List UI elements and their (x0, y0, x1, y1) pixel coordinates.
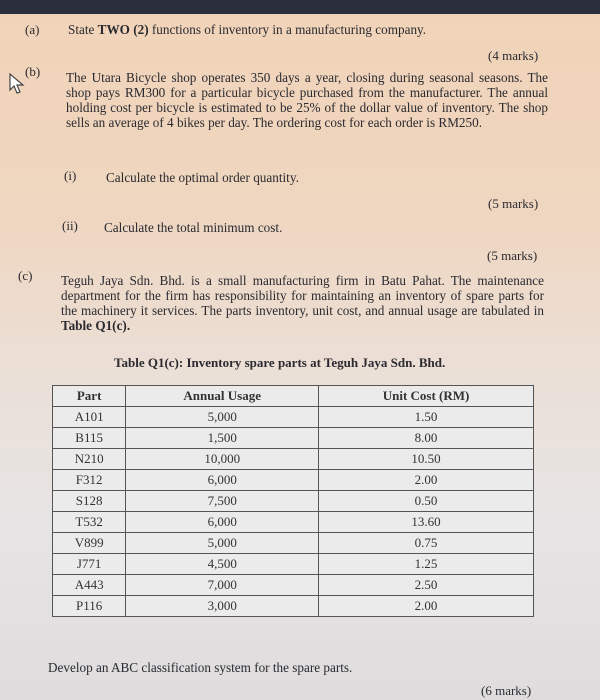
table-row (53, 449, 534, 470)
cell-annual-usage: 4,500 (126, 554, 319, 575)
table-row (53, 407, 534, 428)
cell-part: A443 (53, 575, 126, 596)
header-unit-cost: Unit Cost (RM) (319, 386, 534, 407)
cell-annual-usage: 7,000 (126, 575, 319, 596)
header-part: Part (53, 386, 126, 407)
cell-part: A101 (53, 407, 126, 428)
table-row (53, 554, 534, 575)
cell-annual-usage: 6,000 (126, 512, 319, 533)
table-header-row (53, 386, 534, 407)
part-b-i-marks: (5 marks) (488, 196, 539, 211)
table-row (53, 596, 534, 617)
cell-unit-cost: 0.75 (319, 533, 534, 554)
cell-unit-cost: 2.00 (319, 596, 534, 617)
cell-part: T532 (53, 512, 126, 533)
cell-unit-cost: 10.50 (319, 449, 534, 470)
part-b-text: The Utara Bicycle shop operates 350 days a year, closing during seasonal seasons. The shop pays RM300 for a particular bicycle purchased from the manufacturer. The annual holding cost per bicycle is estimated to be 25% of the dollar value of inventory. The shop sells an average of 4 bikes per day. The ordering cost for each order is RM250. (66, 70, 548, 130)
part-b-i-label: (i) (64, 168, 77, 183)
cell-unit-cost: 8.00 (319, 428, 534, 449)
part-c-marks: (6 marks) (481, 683, 532, 698)
cell-unit-cost: 0.50 (319, 491, 534, 512)
cell-unit-cost: 1.50 (319, 407, 534, 428)
cell-part: V899 (53, 533, 126, 554)
table-row (53, 512, 534, 533)
cell-unit-cost: 1.25 (319, 554, 534, 575)
part-c-label: (c) (18, 268, 33, 283)
spare-parts-table (52, 385, 534, 617)
part-b-ii-label: (ii) (62, 218, 78, 233)
cell-part: F312 (53, 470, 126, 491)
cell-annual-usage: 7,500 (126, 491, 319, 512)
cell-part: P116 (53, 596, 126, 617)
cell-unit-cost: 2.00 (319, 470, 534, 491)
part-a-marks: (4 marks) (488, 48, 539, 63)
dark-top-edge (0, 0, 600, 14)
part-c-question: Develop an ABC classification system for the spare parts. (48, 660, 353, 675)
cell-unit-cost: 13.60 (319, 512, 534, 533)
table-row (53, 533, 534, 554)
part-b-ii-marks: (5 marks) (487, 248, 538, 263)
table-row (53, 428, 534, 449)
part-b-label: (b) (25, 64, 41, 79)
cell-part: S128 (53, 491, 126, 512)
table-row (53, 491, 534, 512)
cell-part: N210 (53, 449, 126, 470)
cell-annual-usage: 10,000 (126, 449, 319, 470)
part-b-i-question: Calculate the optimal order quantity. (106, 170, 299, 185)
cell-annual-usage: 5,000 (126, 533, 319, 554)
table-caption: Table Q1(c): Inventory spare parts at Teguh Jaya Sdn. Bhd. (114, 355, 446, 370)
header-annual-usage: Annual Usage (126, 386, 319, 407)
cell-unit-cost: 2.50 (319, 575, 534, 596)
cell-annual-usage: 3,000 (126, 596, 319, 617)
cell-annual-usage: 6,000 (126, 470, 319, 491)
cell-annual-usage: 5,000 (126, 407, 319, 428)
table-row (53, 575, 534, 596)
part-b-ii-question: Calculate the total minimum cost. (104, 220, 283, 235)
table-row (53, 470, 534, 491)
part-c-text: Teguh Jaya Sdn. Bhd. is a small manufacturing firm in Batu Pahat. The maintenance department for the firm has responsibility for maintaining an inventory of spare parts for the machinery it services. The parts inventory, unit cost, and annual usage are tabulated in Table Q1(c). (61, 273, 544, 333)
cell-part: B115 (53, 428, 126, 449)
part-a-label: (a) (25, 22, 40, 37)
cell-part: J771 (53, 554, 126, 575)
cell-annual-usage: 1,500 (126, 428, 319, 449)
part-a-question: State TWO (2) functions of inventory in a manufacturing company. (68, 22, 427, 37)
